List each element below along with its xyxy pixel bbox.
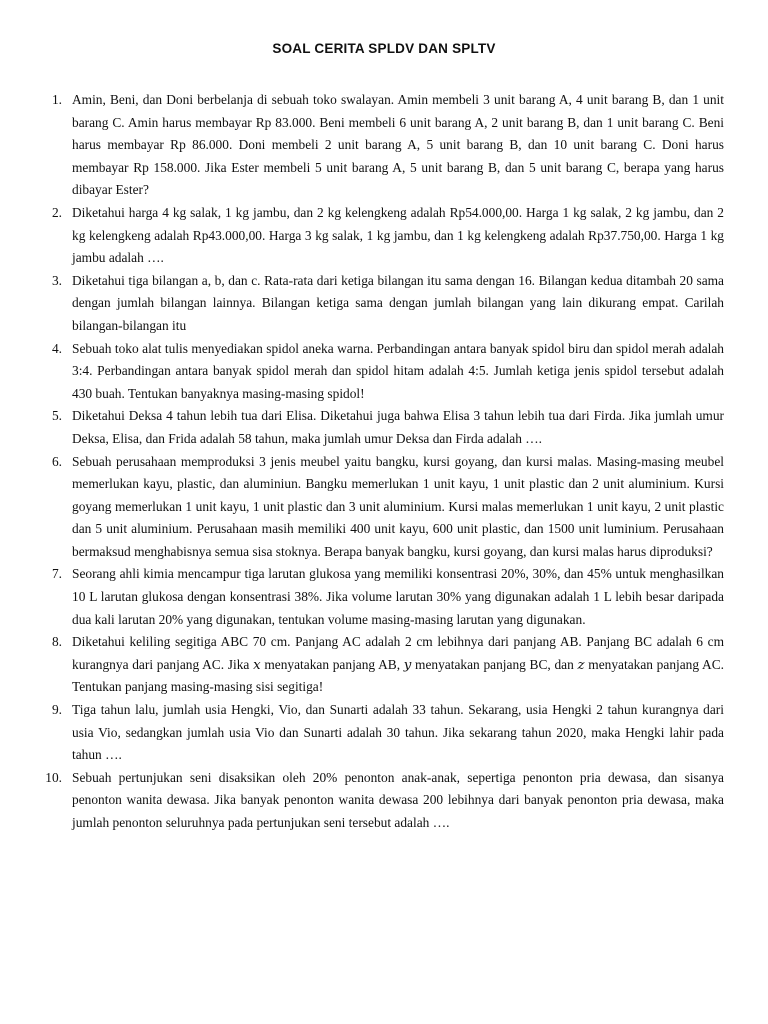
- question-item: [32, 202, 724, 270]
- question-text: Seorang ahli kimia mencampur tiga larutan glukosa yang memiliki konsentrasi 20%, 30%, dan 45% untuk menghasilkan 10 L larutan glukosa dengan konsentrasi 38%. Jika volume larutan 30% yang digunakan adalah 1 L lebih besar daripada dua kali larutan 20% yang digunakan, tentukan volume masing-masing larutan yang digunakan.: [72, 566, 724, 627]
- question-text: Diketahui keliling segitiga ABC 70 cm. Panjang AC adalah 2 cm lebihnya dari panjang AB. Panjang BC adalah 6 cm kurangnya dari panjang AC. Jika 𝑥 menyatakan panjang AB, 𝑦 menyatakan panjang BC, dan 𝑧 menyatakan panjang AC. Tentukan panjang masing-masing sisi segitiga!: [72, 634, 724, 695]
- question-item: [32, 89, 724, 202]
- question-item: [32, 631, 724, 699]
- question-number: 9.: [51, 702, 62, 718]
- question-item: [32, 767, 724, 835]
- question-number: 10.: [45, 769, 62, 785]
- question-item: [32, 405, 724, 450]
- question-number: 8.: [51, 634, 62, 650]
- question-item: [32, 451, 724, 564]
- question-text: Amin, Beni, dan Doni berbelanja di sebuah toko swalayan. Amin membeli 3 unit barang A, 4 unit barang B, dan 1 unit barang C. Amin harus membayar Rp 83.000. Beni membeli 6 unit barang A, 2 unit barang B, dan 1 unit barang C. Beni harus membayar Rp 86.000. Doni membeli 2 unit barang A, 5 unit barang B, dan 10 unit barang C. Doni harus membayar Rp 158.000. Jika Ester membeli 5 unit barang A, 5 unit barang B, dan 5 unit barang C, berapa yang harus dibayar Ester?: [72, 92, 724, 198]
- question-text: Diketahui harga 4 kg salak, 1 kg jambu, dan 2 kg kelengkeng adalah Rp54.000,00. Harga 1 kg salak, 2 kg jambu, dan 2 kg kelengkeng adalah Rp43.000,00. Harga 3 kg salak, 1 kg jambu, dan 1 kg kelengkeng adalah Rp37.750,00. Harga 1 kg jambu adalah ….: [72, 204, 724, 266]
- question-text: Diketahui Deksa 4 tahun lebih tua dari Elisa. Diketahui juga bahwa Elisa 3 tahun lebih tua dari Firda. Jika jumlah umur Deksa, Elisa, dan Frida adalah 58 tahun, maka jumlah umur Deksa dan Firda adalah ….: [72, 408, 724, 446]
- question-item: [32, 270, 724, 338]
- question-number: 6.: [51, 453, 62, 469]
- question-text: Sebuah pertunjukan seni disaksikan oleh 20% penonton anak-anak, sepertiga penonton pria dewasa, dan sisanya penonton wanita dewasa. Jika banyak penonton wanita dewasa 200 lebihnya dari banyak penonton pria dewasa, maka jumlah penonton seluruhnya pada pertunjukan seni tersebut adalah ….: [72, 769, 724, 830]
- question-list: [32, 89, 724, 835]
- question-item: [32, 563, 724, 631]
- page-title: SOAL CERITA SPLDV DAN SPLTV: [272, 41, 496, 56]
- question-text: Sebuah perusahaan memproduksi 3 jenis meubel yaitu bangku, kursi goyang, dan kursi malas. Masing-masing meubel memerlukan kayu, plastic, dan aluminiun. Bangku memerlukan 1 unit kayu, 1 unit plastic dan 2 unit aluminium. Kursi goyang memerlukan 1 unit kayu, 1 unit plastic dan 3 unit aluminium. Kursi malas memerlukan 1 unit kayu, 2 unit plastic dan 5 unit aluminium. Perusahaan masih memiliki 400 unit kayu, 600 unit plastic, dan 1500 unit luminium. Perusahaan bermaksud menghabisnya semua sisa stoknya. Berapa banyak bangku, kursi goyang, dan kursi malas harus diproduksi?: [72, 453, 724, 559]
- question-text: Sebuah toko alat tulis menyediakan spidol aneka warna. Perbandingan antara banyak spidol biru dan spidol merah adalah 3:4. Perbandingan antara banyak spidol merah dan spidol hitam adalah 4:5. Jumlah ketiga jenis spidol tersebut adalah 430 buah. Tentukan banyaknya masing-masing spidol!: [72, 340, 724, 401]
- question-number: 2.: [51, 204, 62, 220]
- question-number: 3.: [51, 272, 62, 288]
- question-number: 4.: [51, 340, 62, 356]
- question-number: 7.: [51, 566, 62, 582]
- question-item: [32, 699, 724, 767]
- question-text: Diketahui tiga bilangan a, b, dan c. Rata-rata dari ketiga bilangan itu sama dengan 16. Bilangan kedua ditambah 20 sama dengan jumlah bilangan lainnya. Bilangan ketiga sama dengan jumlah bilangan yang lain dikurang empat. Carilah bilangan-bilangan itu: [72, 272, 724, 333]
- question-number: 1.: [51, 92, 62, 107]
- question-text: Tiga tahun lalu, jumlah usia Hengki, Vio, dan Sunarti adalah 33 tahun. Sekarang, usia Hengki 2 tahun kurangnya dari usia Vio, sedangkan jumlah usia Vio dan Sunarti adalah 30 tahun. Jika sekarang tahun 2020, maka Hengki lahir pada tahun ….: [72, 702, 724, 763]
- question-number: 5.: [51, 408, 62, 424]
- question-item: [32, 338, 724, 406]
